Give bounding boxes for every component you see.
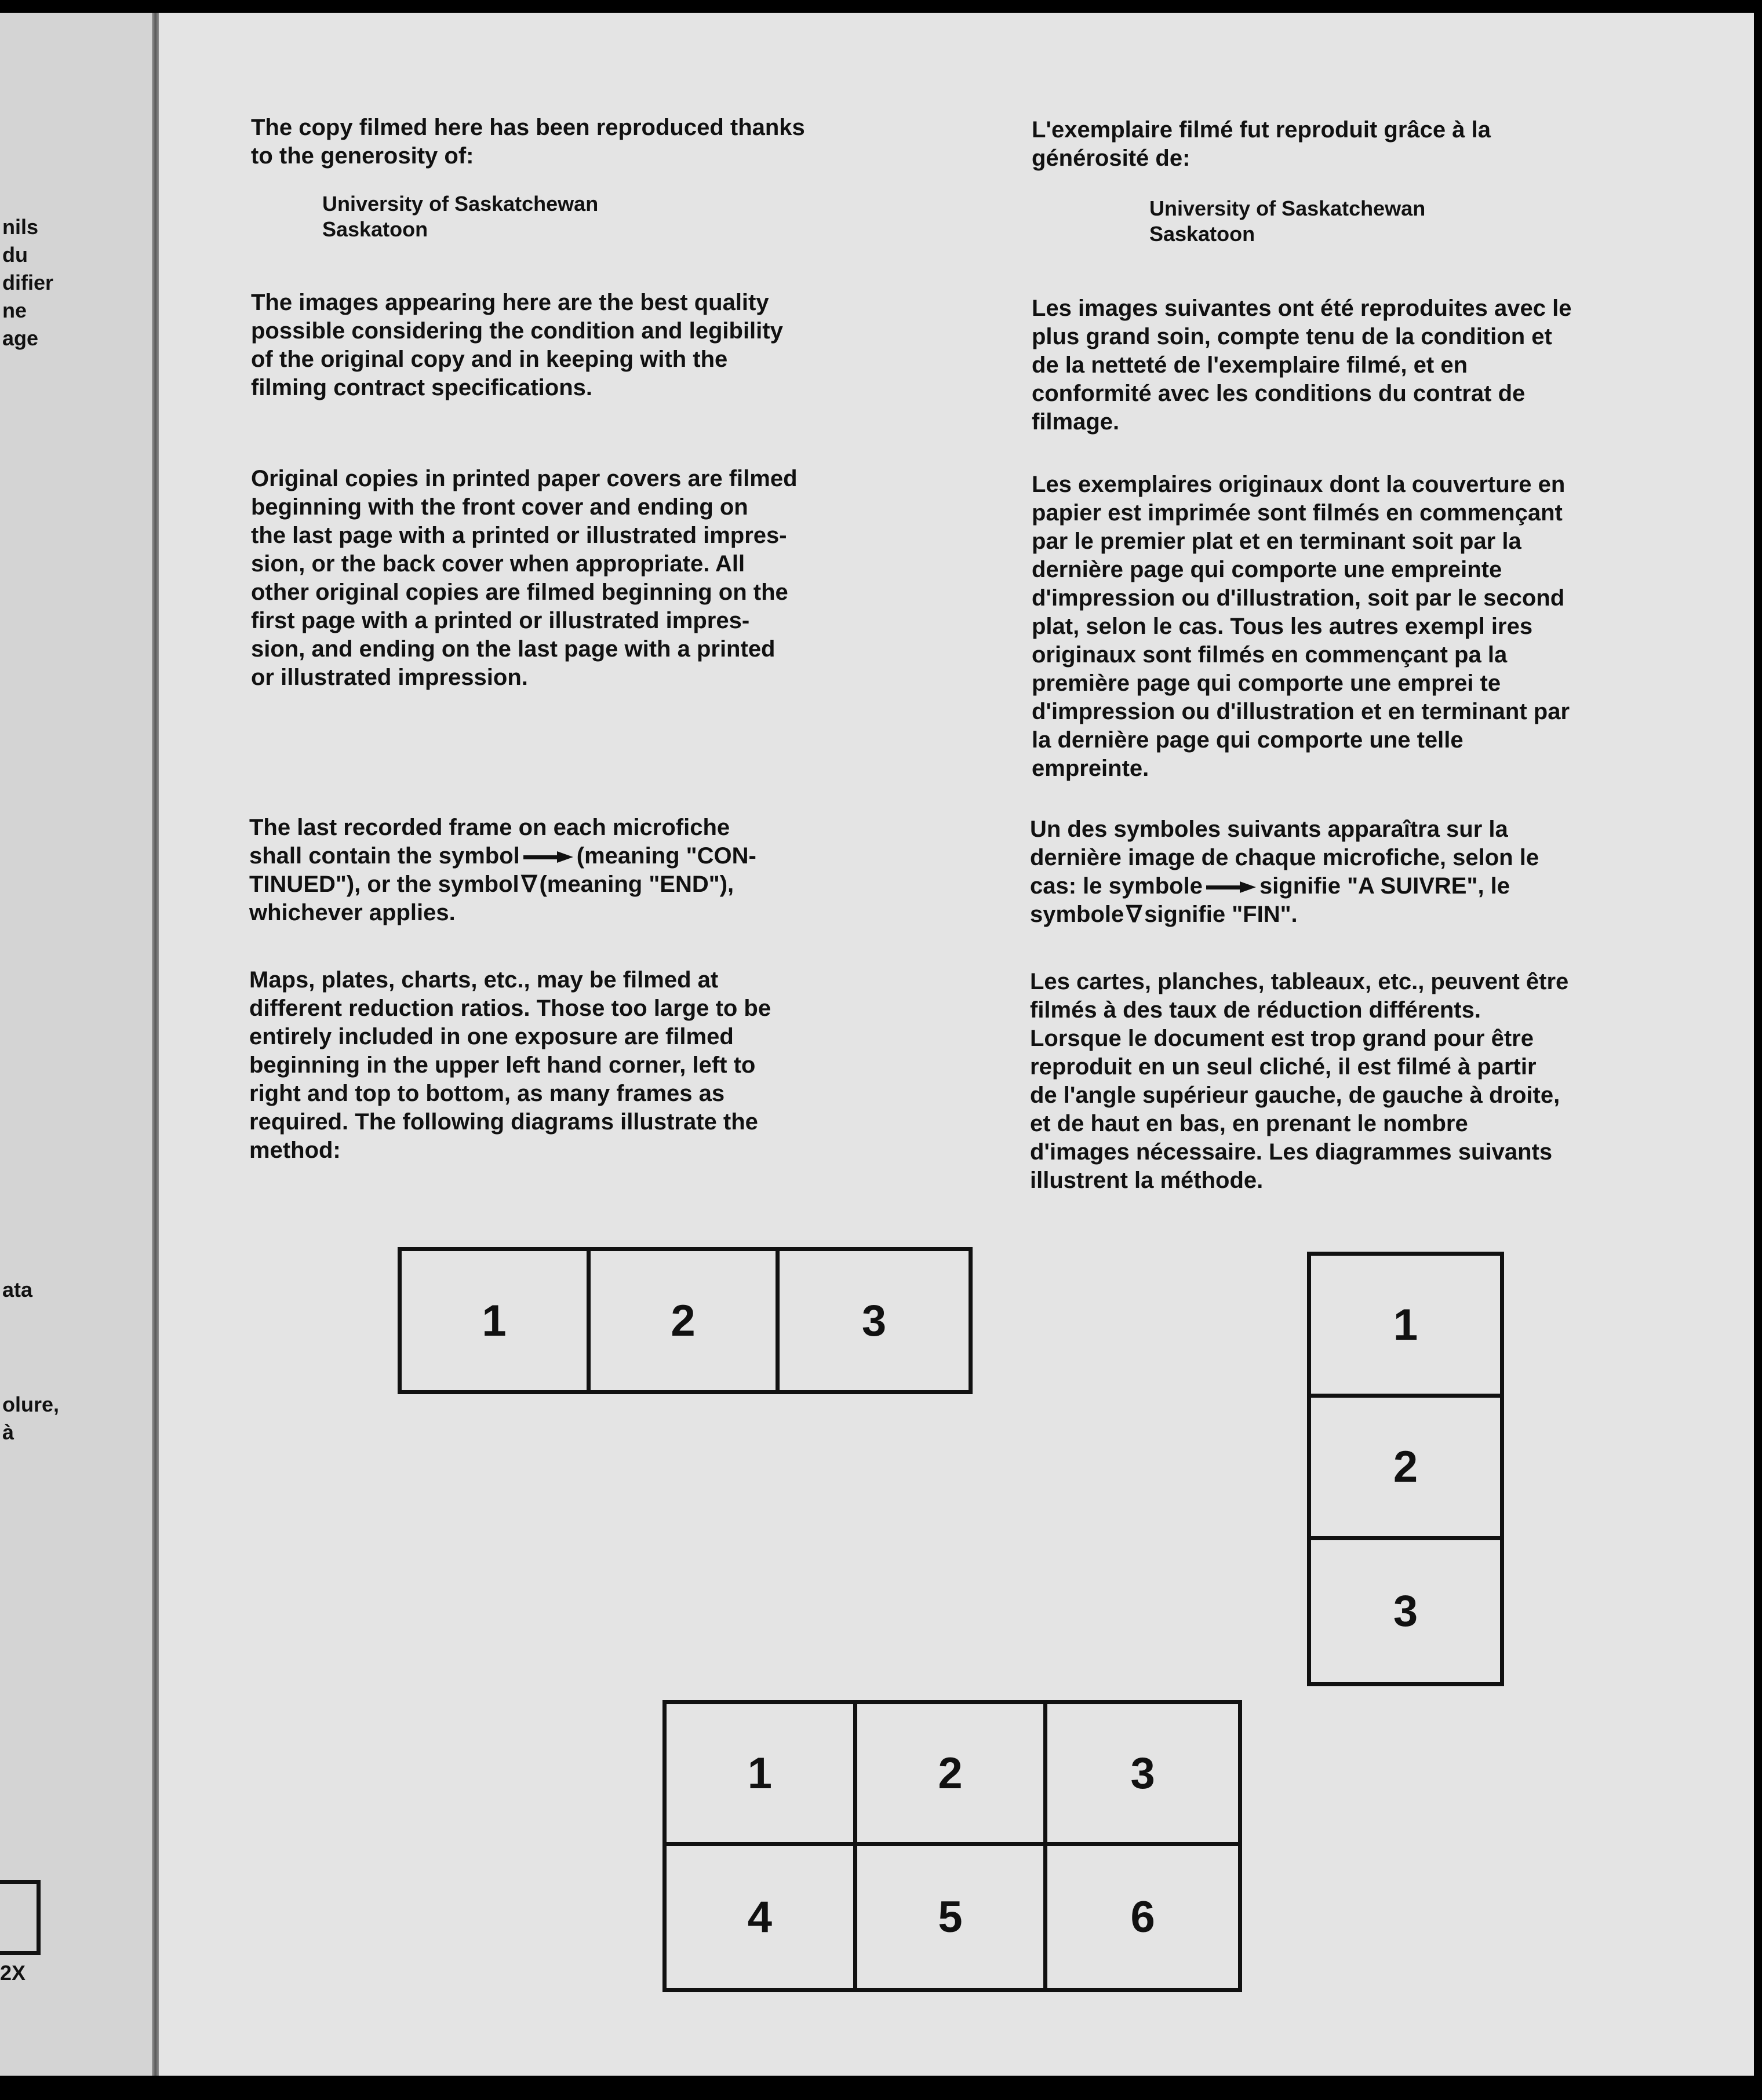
text-line: sion, or the back cover when appropriate. All [251,551,745,577]
text-line: Lorsque le document est trop grand pour être [1030,1026,1534,1051]
margin-fragment: ata [2,1278,33,1301]
text-line: Original copies in printed paper covers are filmed [251,466,798,491]
text-line: Les exemplaires originaux dont la couverture en [1032,472,1566,497]
frame-cell: 1 [402,1251,591,1390]
text-line: L'exemplaire filmé fut reproduit grâce à la [1032,117,1491,143]
french-institution [1149,196,1425,247]
text-line: required. The following diagrams illustrate the [249,1109,758,1135]
english-maps-paragraph [249,966,916,1165]
frame-cell: 2 [591,1251,780,1390]
frame-cell: 3 [1047,1704,1238,1846]
scale-label: 2X [0,1961,26,1985]
text-line: de la netteté de l'exemplaire filmé, et en [1032,352,1468,378]
frame-cell: 1 [667,1704,857,1846]
text-line [249,842,916,870]
text-line: de l'angle supérieur gauche, de gauche à droite, [1030,1082,1560,1108]
text-line [249,870,916,899]
institution-city: Saskatoon [322,217,428,241]
text-segment: cas: le symbole [1030,873,1203,899]
french-covers-paragraph [1032,471,1716,783]
grid-frame-diagram [662,1700,1242,1992]
text-line: d'impression ou d'illustration et en terminant par [1032,699,1570,724]
text-line: The images appearing here are the best quality [251,290,769,315]
english-quality-paragraph [251,289,918,402]
text-line: générosité de: [1032,145,1191,171]
text-line: to the generosity of: [251,143,474,169]
text-segment: signifie "FIN". [1144,902,1298,927]
english-symbols-paragraph [249,814,916,927]
margin-fragment: ne [2,298,27,322]
text-line: Maps, plates, charts, etc., may be filmed at [249,967,719,993]
text-segment: (meaning "CON- [576,843,756,869]
text-line: première page qui comporte une emprei te [1032,670,1501,696]
french-symbols-paragraph [1030,815,1714,929]
text-line: illustrent la méthode. [1030,1168,1264,1193]
frame-cell: 3 [1393,1586,1418,1636]
text-line [1030,872,1714,900]
text-line: dernière page qui comporte une empreinte [1032,557,1502,582]
text-line: Les images suivantes ont été reproduites avec le [1032,296,1572,321]
text-line: or illustrated impression. [251,665,528,690]
text-segment: TINUED"), or the symbol [249,872,519,897]
margin-fragment: age [2,326,39,350]
text-line: conformité avec les conditions du contrat de [1032,381,1526,406]
text-segment: shall contain the symbol [249,843,520,869]
text-line: reproduit en un seul cliché, il est filmé à partir [1030,1054,1537,1080]
french-maps-paragraph [1030,968,1714,1195]
page-fold-shadow [152,13,159,2076]
text-line: whichever applies. [249,900,456,925]
frame-cell: 1 [1311,1256,1500,1398]
text-line: The copy filmed here has been reproduced thanks [251,115,805,140]
institution-name: University of Saskatchewan [322,192,599,216]
text-line: other original copies are filmed beginning on the [251,579,788,605]
frame-cell: 2 [857,1704,1048,1846]
margin-fragment: nils [2,215,39,239]
margin-fragment: olure, [2,1392,60,1416]
text-line: method: [249,1138,341,1163]
frame-cell: 5 [857,1846,1048,1988]
text-line: the last page with a printed or illustrated impres- [251,523,787,548]
text-line: dernière image de chaque microfiche, selon le [1030,845,1539,870]
text-line: right and top to bottom, as many frames as [249,1081,725,1106]
text-line: par le premier plat et en terminant soit par la [1032,528,1521,554]
text-line: beginning in the upper left hand corner, left to [249,1052,756,1078]
french-quality-paragraph [1032,294,1716,436]
text-line: filmage. [1032,409,1120,435]
margin-fragment: difier [2,271,54,294]
frame-cell: 3 [861,1296,887,1346]
text-line: first page with a printed or illustrated impres- [251,608,750,633]
text-line: possible considering the condition and legibility [251,318,783,344]
margin-fragment: à [2,1420,14,1444]
text-line: filming contract specifications. [251,375,593,400]
text-line: plus grand soin, compte tenu de la condition et [1032,324,1552,349]
french-intro [1032,116,1716,173]
suivre-arrow-icon [1206,881,1256,893]
fin-triangle-icon: ∇ [1126,902,1142,927]
text-line: originaux sont filmés en commençant pa la [1032,642,1508,668]
text-line: entirely included in one exposure are filmed [249,1024,734,1049]
margin-fragment: du [2,243,28,267]
english-intro [251,114,918,170]
continued-arrow-icon [523,851,573,863]
text-segment: symbole [1030,902,1124,927]
horizontal-frame-diagram [398,1247,973,1394]
institution-name: University of Saskatchewan [1149,196,1426,220]
text-line: d'impression ou d'illustration, soit par le second [1032,585,1565,611]
text-line: la dernière page qui comporte une telle [1032,727,1464,753]
end-triangle-icon: ∇ [521,872,537,897]
frame-cell: 2 [1311,1398,1500,1540]
text-line: The last recorded frame on each microfiche [249,815,730,840]
text-line: Un des symboles suivants apparaîtra sur la [1030,816,1508,842]
text-line: filmés à des taux de réduction différents. [1030,997,1481,1023]
english-covers-paragraph [251,465,918,692]
frame-cell: 6 [1130,1893,1155,1942]
vertical-frame-diagram [1307,1252,1504,1686]
frame-cell: 4 [667,1846,857,1988]
institution-city: Saskatoon [1149,222,1255,246]
text-line: empreinte. [1032,756,1149,781]
text-line: papier est imprimée sont filmés en commençant [1032,500,1563,526]
text-line: sion, and ending on the last page with a printed [251,636,776,662]
text-line: beginning with the front cover and ending on [251,494,748,520]
text-line: different reduction ratios. Those too large to be [249,996,771,1021]
text-line: plat, selon le cas. Tous les autres exempl ires [1032,614,1533,639]
text-line: d'images nécessaire. Les diagrammes suivants [1030,1139,1553,1165]
text-segment: signifie "A SUIVRE", le [1259,873,1510,899]
text-segment: (meaning "END"), [539,872,734,897]
text-line [1030,900,1714,929]
text-line: et de haut en bas, en prenant le nombre [1030,1111,1468,1136]
english-institution [322,191,598,242]
scale-target-box [0,1880,41,1955]
text-line: Les cartes, planches, tableaux, etc., peuvent être [1030,969,1569,994]
text-line: of the original copy and in keeping with the [251,347,728,372]
